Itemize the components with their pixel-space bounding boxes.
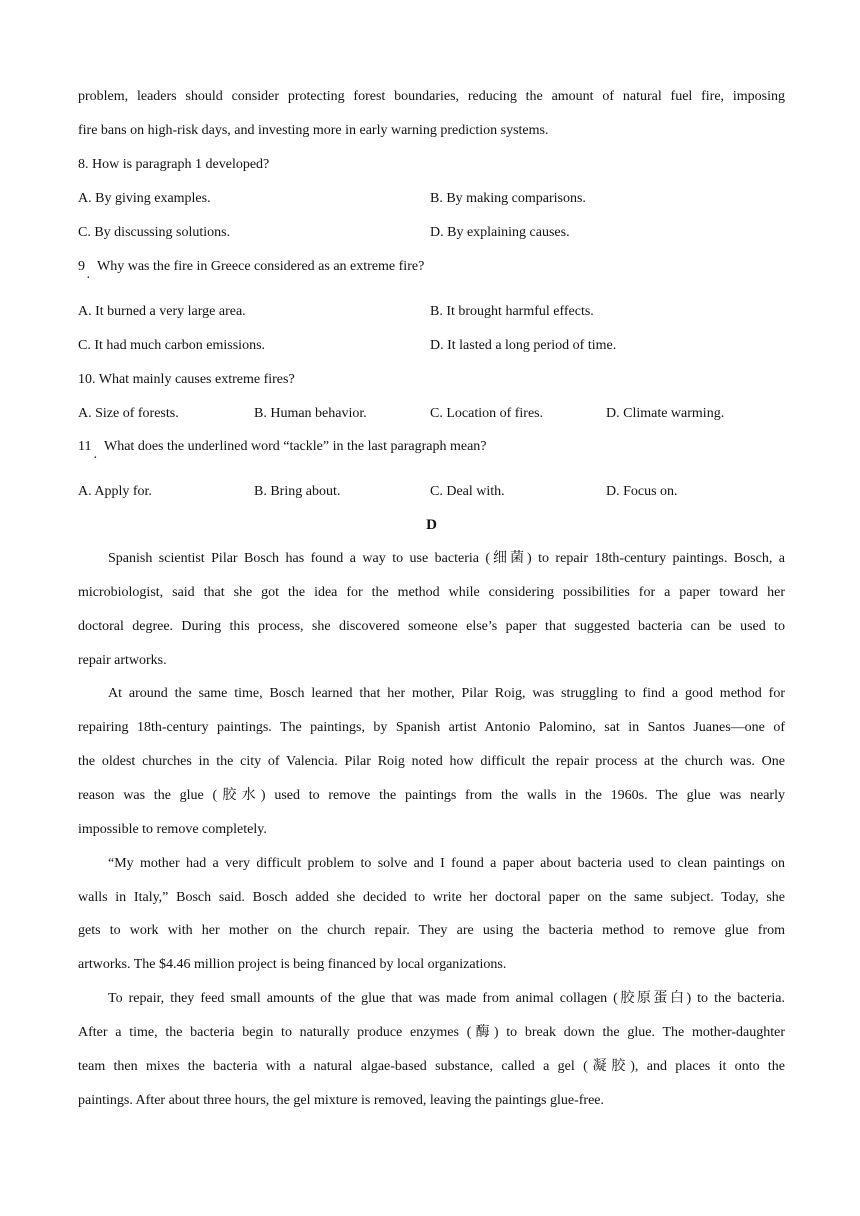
q8-option-a: A. By giving examples. — [78, 191, 211, 206]
q8-option-b: B. By making comparisons. — [430, 191, 586, 206]
q9-option-c: C. It had much carbon emissions. — [78, 338, 266, 353]
paragraph-line: paintings. After about three hours, the gel mixture is removed, leaving the paintings glue-free. — [78, 1093, 605, 1108]
section-heading: D — [426, 517, 437, 533]
paragraph-line: Spanish scientist Pilar Bosch has found a way to use bacteria (细菌) to repair 18th-century paintings. Bosch, a — [108, 551, 785, 566]
q11-option-d: D. Focus on. — [606, 484, 678, 499]
q8-option-c: C. By discussing solutions. — [78, 225, 231, 240]
question-number-dot: · — [93, 451, 98, 466]
paragraph-line: the oldest churches in the city of Valencia. Pilar Roig noted how difficult the repair process at the church was. One — [78, 754, 785, 769]
passage-c-line: fire bans on high-risk days, and investing more in early warning prediction systems. — [78, 123, 549, 138]
q9-option-a: A. It burned a very large area. — [78, 304, 246, 319]
q9-option-b: B. It brought harmful effects. — [430, 304, 594, 319]
question-10-stem: 10. What mainly causes extreme fires? — [78, 372, 295, 387]
paragraph-line: walls in Italy,” Bosch said. Bosch added she decided to write her doctoral paper on the same subject. Today, she — [78, 890, 785, 905]
q11-option-c: C. Deal with. — [430, 484, 505, 499]
paragraph-line: microbiologist, said that she got the idea for the method while considering possibilities for a paper toward her — [78, 585, 785, 600]
q11-option-b: B. Bring about. — [254, 484, 341, 499]
paragraph-line: gets to work with her mother on the church repair. They are using the bacteria method to remove glue from — [78, 923, 785, 938]
paragraph-line: reason was the glue (胶水) used to remove the paintings from the walls in the 1960s. The glue was nearly — [78, 788, 785, 803]
paragraph-line: artworks. The $4.46 million project is being financed by local organizations. — [78, 957, 507, 972]
q10-option-a: A. Size of forests. — [78, 406, 179, 421]
question-9-number: 9 — [78, 259, 85, 274]
paragraph-line: impossible to remove completely. — [78, 822, 267, 837]
passage-c-line: problem, leaders should consider protecting forest boundaries, reducing the amount of natural fuel fire, imposing — [78, 89, 785, 104]
q8-option-d: D. By explaining causes. — [430, 225, 570, 240]
paragraph-line: At around the same time, Bosch learned that her mother, Pilar Roig, was struggling to find a good method for — [108, 686, 785, 701]
question-11-stem: What does the underlined word “tackle” in the last paragraph mean? — [104, 439, 487, 454]
q9-option-d: D. It lasted a long period of time. — [430, 338, 617, 353]
paragraph-line: After a time, the bacteria begin to naturally produce enzymes (酶) to break down the glue. The mother-daughter — [78, 1025, 785, 1040]
question-8-stem: 8. How is paragraph 1 developed? — [78, 157, 270, 172]
paragraph-line: repair artworks. — [78, 653, 167, 668]
q10-option-c: C. Location of fires. — [430, 406, 544, 421]
paragraph-line: repairing 18th-century paintings. The paintings, by Spanish artist Antonio Palomino, sat in Santos Juanes—one of — [78, 720, 785, 735]
paragraph-line: “My mother had a very difficult problem to solve and I found a paper about bacteria used to clean paintings on — [108, 856, 785, 871]
paragraph-line: team then mixes the bacteria with a natural algae-based substance, called a gel (凝胶), and places it onto the — [78, 1059, 785, 1074]
paragraph-line: To repair, they feed small amounts of the glue that was made from animal collagen (胶原蛋白) to the bacteria. — [108, 991, 785, 1006]
paragraph-line: doctoral degree. During this process, she discovered someone else’s paper that suggested bacteria can be used to — [78, 619, 785, 634]
question-number-dot: · — [86, 271, 91, 286]
q11-option-a: A. Apply for. — [78, 484, 152, 499]
question-11-number: 11 — [78, 439, 92, 454]
question-9-stem: Why was the fire in Greece considered as an extreme fire? — [97, 259, 425, 274]
q10-option-b: B. Human behavior. — [254, 406, 367, 421]
q10-option-d: D. Climate warming. — [606, 406, 725, 421]
